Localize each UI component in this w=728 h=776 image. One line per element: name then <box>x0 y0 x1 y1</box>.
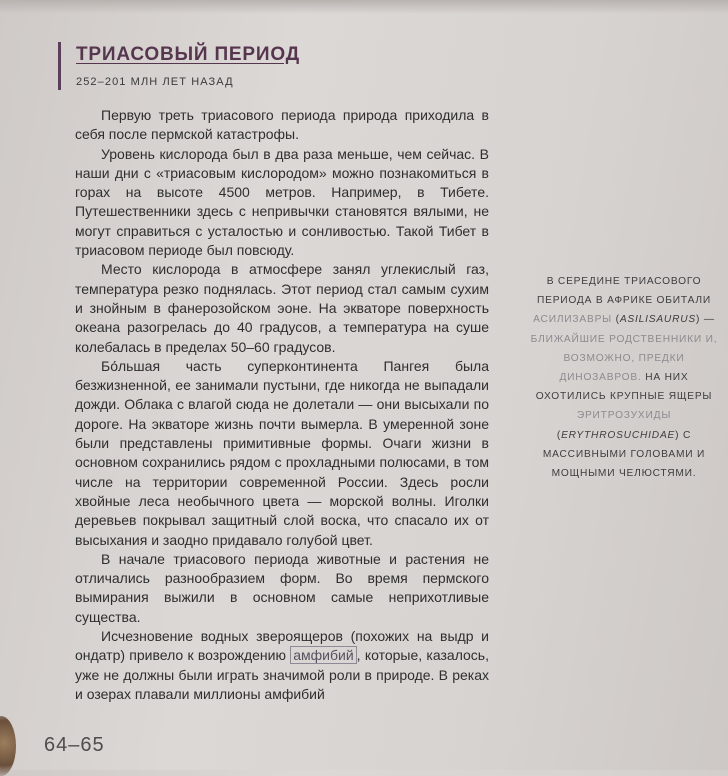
sidebar-latin-erythrosuchidae: ERYTHROSUCHIDAE <box>561 429 676 441</box>
sidebar-text: НА НИХ ОХОТИЛИСЬ КРУПНЫЕ ЯЩЕРЫ <box>535 372 713 403</box>
body-text <box>75 106 489 704</box>
sidebar-text: В СЕРЕДИНЕ ТРИАСОВОГО ПЕРИОДА В АФРИКЕ ОБИТАЛИ <box>536 276 711 307</box>
thumb-shadow <box>0 716 16 776</box>
page-title: ТРИАСОВЫЙ ПЕРИОД <box>76 44 300 65</box>
sidebar-text: ( <box>612 314 620 326</box>
heading-accent-bar <box>58 42 61 90</box>
page-numbers: 64–65 <box>44 734 105 756</box>
amphibians-link[interactable]: амфибий <box>290 646 356 664</box>
sidebar-text: ) С МАССИВНЫМИ ГОЛОВАМИ И МОЩНЫМИ ЧЕЛЮСТЯМИ. <box>542 429 706 480</box>
paragraph-text: Исчезновение водных звероящеров (похожих на выдр и ондатр) привело к возрождению <box>75 628 489 664</box>
sidebar-text: ) — <box>696 314 715 326</box>
sidebar-note <box>530 272 718 483</box>
sidebar-term-erythrosuchids: ЭРИТРОЗУХИДЫ <box>576 410 672 422</box>
sidebar-term-asilisaurs: АСИЛИЗАВРЫ <box>533 314 612 326</box>
paragraph: Уровень кислорода был в два раза меньше, чем сейчас. В наши дни с «триасовым кислородом» можно познакомиться в горах на высоте 4500 метров. Например, в Тибете. Путешественники здесь с непривычки становятся вялыми, не могут справиться с усталостью и сонливостью. Такой Тибет в триасовом периоде был повсюду. <box>75 145 489 259</box>
paragraph <box>75 627 489 704</box>
paragraph-text: , которые, казалось, уже не должны были играть значимой роли в природе. В реках и озерах плавали миллионы амфибий <box>75 647 489 702</box>
sidebar-latin-asilisaurus: ASILISAURUS <box>619 314 697 326</box>
paragraph: Первую треть триасового периода природа приходила в себя после пермской катастрофы. <box>75 107 489 143</box>
page-top-edge <box>0 0 728 14</box>
paragraph: Бо́льшая часть суперконтинента Пангея была безжизненной, ее занимали пустыни, где никогда не выпадали дожди. Облака с влагой сюда не долетали — они высыхали по дороге. На экваторе жизнь почти вымерла. В умеренной зоне были представлены примитивные формы. Очаги жизни в основном сохранились рядом с прохладными полюсами, в том числе на территории современной России. Здесь росли хвойные леса необычного цвета — морской волны. Иголки деревьев покрывал защитный слой воска, что спасало их от высыхания и заодно придавало голубой цвет. <box>75 357 489 548</box>
sidebar-text: ( <box>556 429 562 441</box>
paragraph: Место кислорода в атмосфере занял углекислый газ, температура резко поднялась. Этот период стал самым сухим и знойным в фанерозойском эоне. На экваторе поверхность океана разогрелась до 40 градусов, а температура на суше колебалась в пределах 50–60 градусов. <box>75 261 489 355</box>
page-subtitle: 252–201 МЛН ЛЕТ НАЗАД <box>76 76 234 88</box>
sidebar-term-relatives: БЛИЖАЙШИЕ РОДСТВЕННИКИ И, ВОЗМОЖНО, ПРЕДКИ ДИНОЗАВРОВ. <box>530 333 718 384</box>
paragraph: В начале триасового периода животные и растения не отличались разнообразием форм. Во время пермского вымирания выжили в основном самые неприхотливые существа. <box>75 550 489 625</box>
